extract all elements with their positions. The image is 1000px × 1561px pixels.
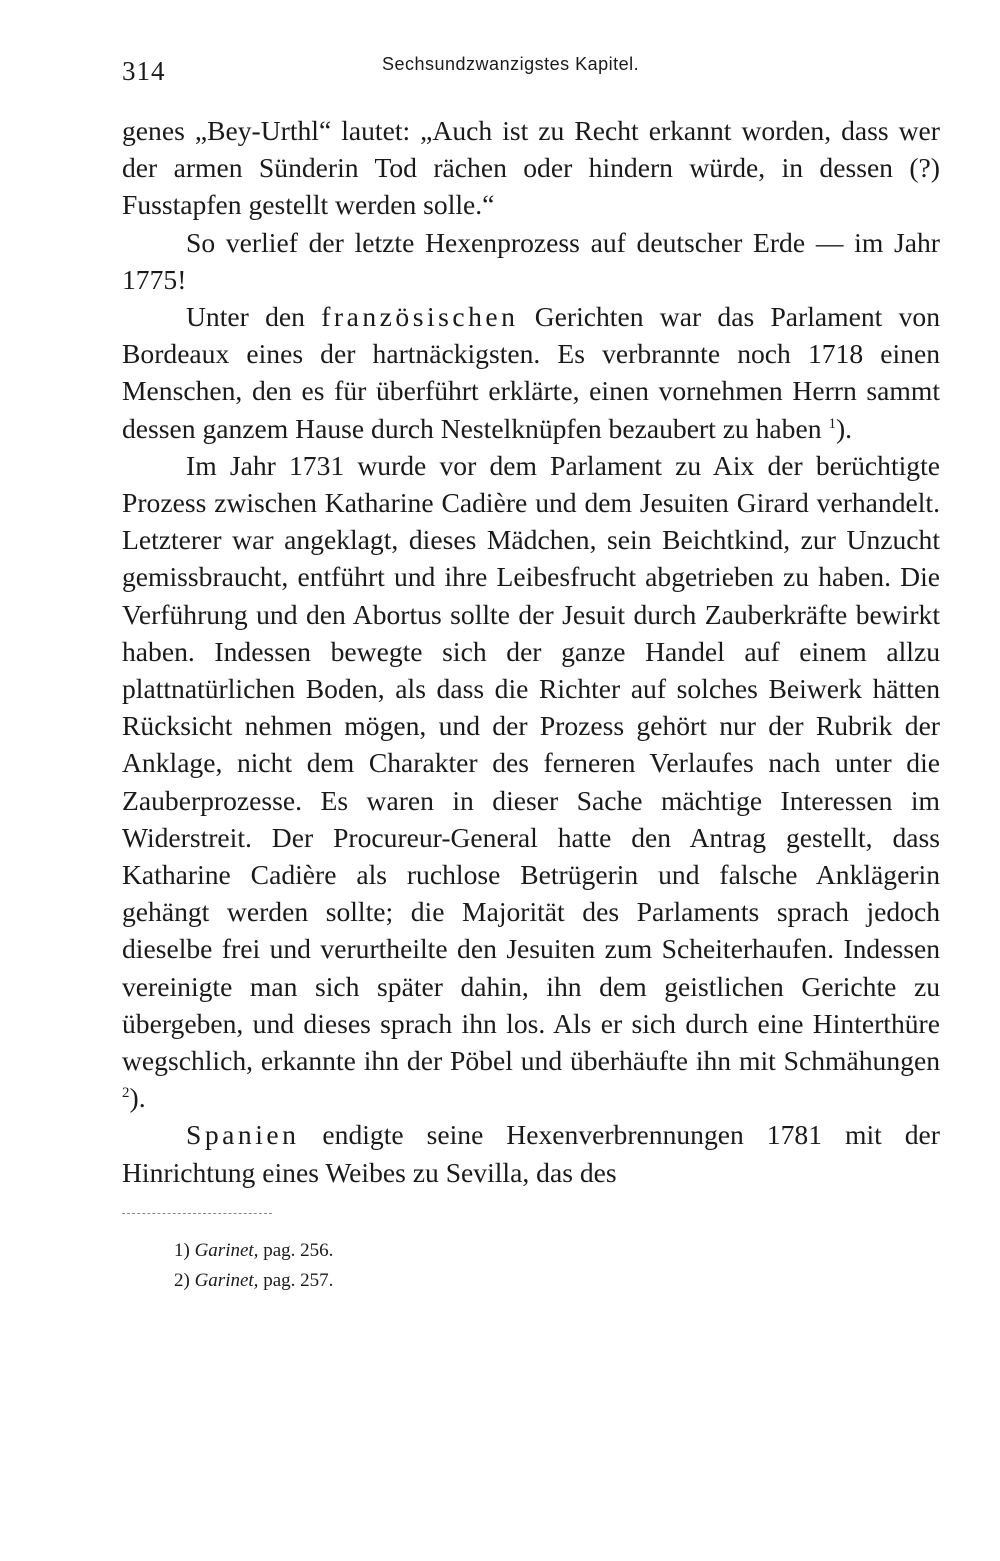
footnotes [122, 1236, 940, 1296]
paragraph-5 [122, 1116, 940, 1190]
page-number: 314 [122, 56, 166, 86]
running-head [122, 48, 940, 88]
emphasized-word: Spanien [186, 1119, 300, 1151]
footnote-marker-1: 1 [828, 415, 836, 432]
paragraph-5-text: endigte seine Hexenverbrennungen 1781 mit der Hinrichtung eines Weibes zu Sevilla, das des [122, 1119, 940, 1188]
footnote-2 [174, 1266, 940, 1296]
footnote-author: Garinet, [194, 1269, 259, 1291]
paragraph-3-text: Gerichten war das Parlament von Bordeaux eines der hartnäckigsten. Es verbrannte noch 1718 einen Menschen, den es für überführt erklärte, einen vornehmen Herrn sammt dessen ganzem Hause durch Nestelknüpfen bezaubert zu haben [122, 301, 940, 444]
paragraph-4-end: ). [129, 1082, 146, 1114]
footnote-1 [174, 1236, 940, 1266]
footnote-marker-2: 2 [122, 1085, 130, 1102]
paragraph-3 [122, 298, 940, 447]
book-page [122, 48, 940, 1296]
paragraph-3-end: ). [835, 412, 853, 444]
paragraph-3-start: Unter den [186, 301, 305, 333]
paragraph-4-text: Im Jahr 1731 wurde vor dem Parlament zu Aix der berüchtigte Prozess zwischen Katharine Cadière und dem Jesuiten Girard verhandelt. Letzterer war angeklagt, dieses Mädchen, sein Beichtkind, zur Unzucht gemissbraucht, entführt und ihre Leibesfrucht abgetrieben zu haben. Die Verführung und den Abortus sollte der Jesuit durch Zauberkräfte bewirkt haben. Indessen bewegte sich der ganze Handel auf einem allzu plattnatürlichen Boden, als dass die Richter auf solches Beiwerk hätten Rücksicht nehmen mögen, und der Prozess gehört nur der Rubrik der Anklage, nicht dem Charakter des ferneren Verlaufes nach unter die Zauberprozesse. Es waren in dieser Sache mächtige Interessen im Widerstreit. Der Procureur-General hatte den Antrag gestellt, dass Katharine Cadière als ruchlose Betrügerin und falsche Anklägerin gehängt werden sollte; die Majorität des Parlaments sprach jedoch dieselbe frei und verurtheilte den Jesuiten zum Scheiterhaufen. Indessen vereinigte man sich später dahin, ihn dem geistlichen Gerichte zu übergeben, und dieses sprach ihn los. Als er sich durch eine Hinterthüre wegschlich, erkannte ihn der Pöbel und überhäufte ihn mit Schmähungen [122, 449, 940, 1077]
footnote-reference: pag. 257. [263, 1269, 334, 1291]
footnote-reference: pag. 256. [263, 1239, 334, 1261]
footnote-author: Garinet, [194, 1239, 259, 1261]
footnote-divider [122, 1213, 272, 1214]
emphasized-word: französischen [321, 301, 519, 333]
paragraph-2: So verlief der letzte Hexenprozess auf deutscher Erde — im Jahr 1775! [122, 226, 940, 295]
paragraph-1: genes „Bey-Urthl“ lautet: „Auch ist zu Recht erkannt worden, dass wer der armen Sünderin Tod rächen oder hindern würde, in dessen (?) Fusstapfen gestellt werden solle.“ [122, 115, 940, 221]
chapter-title: Sechsundzwanzigstes Kapitel. [382, 54, 640, 74]
body-text [122, 112, 940, 1191]
paragraph-4 [122, 447, 940, 1117]
footnote-marker: 2) [174, 1269, 190, 1291]
footnote-marker: 1) [174, 1239, 190, 1261]
